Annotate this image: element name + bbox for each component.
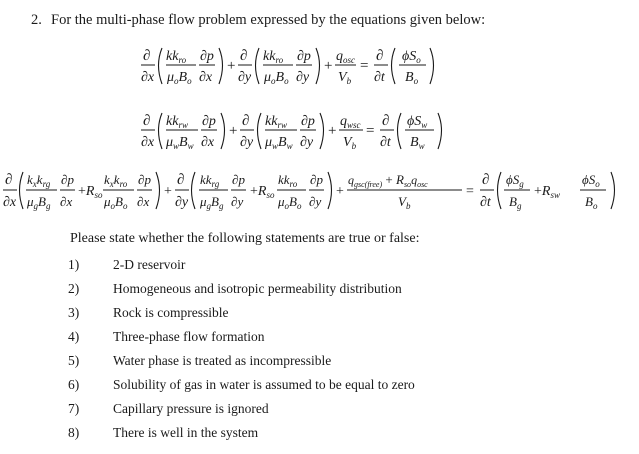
svg-text:kkrg: $kk_{rg}$ xyxy=(200,172,220,189)
statement-item xyxy=(68,329,264,345)
svg-text:∂x: ∂x xyxy=(141,70,155,85)
statement-number: 2) xyxy=(68,281,80,296)
svg-text:∂x: ∂x xyxy=(141,135,155,150)
svg-text:∂: ∂ xyxy=(242,113,250,129)
svg-text:ϕSg: $\phi S_g$ xyxy=(506,172,524,189)
instructions: Please state whether the following statements are true or false: xyxy=(70,231,420,246)
svg-text:kkro: $kk_{ro}$ xyxy=(166,49,187,65)
question-number: 2. xyxy=(31,12,42,28)
question-heading xyxy=(31,12,485,29)
statement-number: 6) xyxy=(68,377,80,392)
svg-text:∂y: ∂y xyxy=(175,195,189,210)
svg-text:+: + xyxy=(227,58,236,74)
svg-text:qwsc: $q_{wsc}$ xyxy=(340,114,361,130)
svg-text:Bg: $B_g$ xyxy=(509,194,522,211)
statement-number: 7) xyxy=(68,401,80,416)
svg-text:∂p: ∂p xyxy=(301,114,315,129)
svg-text:∂t: ∂t xyxy=(380,135,391,150)
svg-text:∂: ∂ xyxy=(143,48,151,64)
svg-text:∂p: ∂p xyxy=(232,172,245,187)
svg-text:Bw: $B_w$ xyxy=(410,135,425,151)
svg-text:∂y: ∂y xyxy=(309,194,322,209)
svg-text:kkrw: $kk_{rw}$ xyxy=(265,114,287,130)
svg-text:∂t: ∂t xyxy=(374,70,385,85)
statement-number: 3) xyxy=(68,305,80,320)
svg-text:μoBo: $\mu_oB_o$ xyxy=(167,70,192,86)
svg-text:∂: ∂ xyxy=(5,172,13,188)
svg-text:∂p: ∂p xyxy=(310,172,323,187)
svg-text:kxkrg: $k_xk_{rg}$ xyxy=(27,172,51,189)
svg-text:=: = xyxy=(466,184,474,199)
question-text: For the multi-phase flow problem expressed by the equations given below: xyxy=(51,12,486,28)
statement-text: Homogeneous and isotropic permeability distribution xyxy=(113,281,402,296)
statement-number: 8) xyxy=(68,425,80,440)
svg-text:μgBg: $\mu_gB_g$ xyxy=(27,194,51,211)
statement-number: 1) xyxy=(68,257,80,272)
svg-text:∂y: ∂y xyxy=(240,135,254,150)
statement-item xyxy=(68,425,258,441)
svg-text:∂x: ∂x xyxy=(199,70,213,85)
svg-text:∂: ∂ xyxy=(382,113,390,129)
svg-text:μwBw: $\mu_wB_w$ xyxy=(166,135,194,151)
svg-text:kxkro: $k_xk_{ro}$ xyxy=(104,172,128,189)
statement-text: 2-D reservoir xyxy=(113,257,186,272)
svg-text:kkrw: $kk_{rw}$ xyxy=(166,114,188,130)
svg-text:∂y: ∂y xyxy=(238,70,252,85)
statement-item xyxy=(68,377,415,393)
svg-text:∂p: ∂p xyxy=(200,49,214,64)
svg-text:∂p: ∂p xyxy=(138,172,151,187)
svg-text:+Rsw: $+R_{sw}$ xyxy=(534,184,560,200)
statement-text: Rock is compressible xyxy=(113,305,229,320)
statement-item xyxy=(68,401,269,417)
svg-text:qgsc(free) + Rsoqosc: $q_{gsc(free)} + R_{so}q_{osc}$ xyxy=(348,172,428,189)
svg-text:μoBo: $\mu_oB_o$ xyxy=(264,70,289,86)
svg-text:Bo: $B_o$ xyxy=(585,194,598,211)
svg-text:+: + xyxy=(336,184,344,199)
svg-text:=: = xyxy=(360,58,369,74)
svg-text:∂: ∂ xyxy=(376,48,384,64)
svg-text:Bo: $B_o$ xyxy=(405,70,419,86)
statement-text: Capillary pressure is ignored xyxy=(113,401,269,416)
statement-number: 5) xyxy=(68,353,80,368)
statement-item xyxy=(68,353,331,369)
svg-text:μoBo: $\mu_oB_o$ xyxy=(278,194,302,211)
svg-text:Vb: $V_b$ xyxy=(343,135,357,151)
svg-text:∂x: ∂x xyxy=(60,194,73,209)
equation-oil xyxy=(0,40,639,96)
svg-text:Vb: $V_b$ xyxy=(398,194,411,211)
svg-text:∂x: ∂x xyxy=(201,135,215,150)
statement-text: Solubility of gas in water is assumed to be equal to zero xyxy=(113,377,415,392)
statement-text: There is well in the system xyxy=(113,425,259,440)
svg-text:∂t: ∂t xyxy=(480,195,491,210)
svg-text:μwBw: $\mu_wB_w$ xyxy=(265,135,293,151)
svg-text:+: + xyxy=(164,184,172,199)
svg-text:∂p: ∂p xyxy=(61,172,74,187)
equation-water xyxy=(0,105,639,161)
statement-item xyxy=(68,257,185,273)
svg-text:+Rso: $+R_{so}$ xyxy=(78,184,103,200)
svg-text:∂y: ∂y xyxy=(300,135,314,150)
statement-text: Three-phase flow formation xyxy=(113,329,265,344)
svg-text:∂y: ∂y xyxy=(231,194,244,209)
svg-text:=: = xyxy=(366,123,375,139)
svg-text:+: + xyxy=(324,58,333,74)
svg-text:ϕSw: $\phi S_w$ xyxy=(407,114,428,130)
svg-text:∂: ∂ xyxy=(177,172,185,188)
svg-text:∂: ∂ xyxy=(482,172,490,188)
svg-text:∂y: ∂y xyxy=(296,70,310,85)
svg-text:+Rso: $+R_{so}$ xyxy=(250,184,275,200)
svg-text:qosc: $q_{osc}$ xyxy=(336,49,355,65)
svg-text:+: + xyxy=(229,123,238,139)
equation-gas xyxy=(0,164,639,222)
svg-text:∂x: ∂x xyxy=(137,194,150,209)
svg-text:∂p: ∂p xyxy=(297,49,311,64)
statement-item xyxy=(68,281,402,297)
svg-text:∂: ∂ xyxy=(240,48,248,64)
svg-text:kkro: $kk_{ro}$ xyxy=(278,172,298,189)
svg-text:μoBo: $\mu_oB_o$ xyxy=(104,194,128,211)
svg-text:∂: ∂ xyxy=(143,113,151,129)
svg-text:ϕSo: $\phi S_o$ xyxy=(582,172,600,189)
svg-text:Vb: $V_b$ xyxy=(338,70,352,86)
svg-text:ϕSo: $\phi S_o$ xyxy=(402,49,421,65)
svg-text:∂x: ∂x xyxy=(3,195,17,210)
svg-text:μgBg: $\mu_gB_g$ xyxy=(200,194,224,211)
statement-number: 4) xyxy=(68,329,80,344)
svg-text:kkro: $kk_{ro}$ xyxy=(263,49,284,65)
statement-item xyxy=(68,305,228,321)
svg-text:∂p: ∂p xyxy=(202,114,216,129)
svg-text:+: + xyxy=(328,123,337,139)
statement-text: Water phase is treated as incompressible xyxy=(113,353,332,368)
